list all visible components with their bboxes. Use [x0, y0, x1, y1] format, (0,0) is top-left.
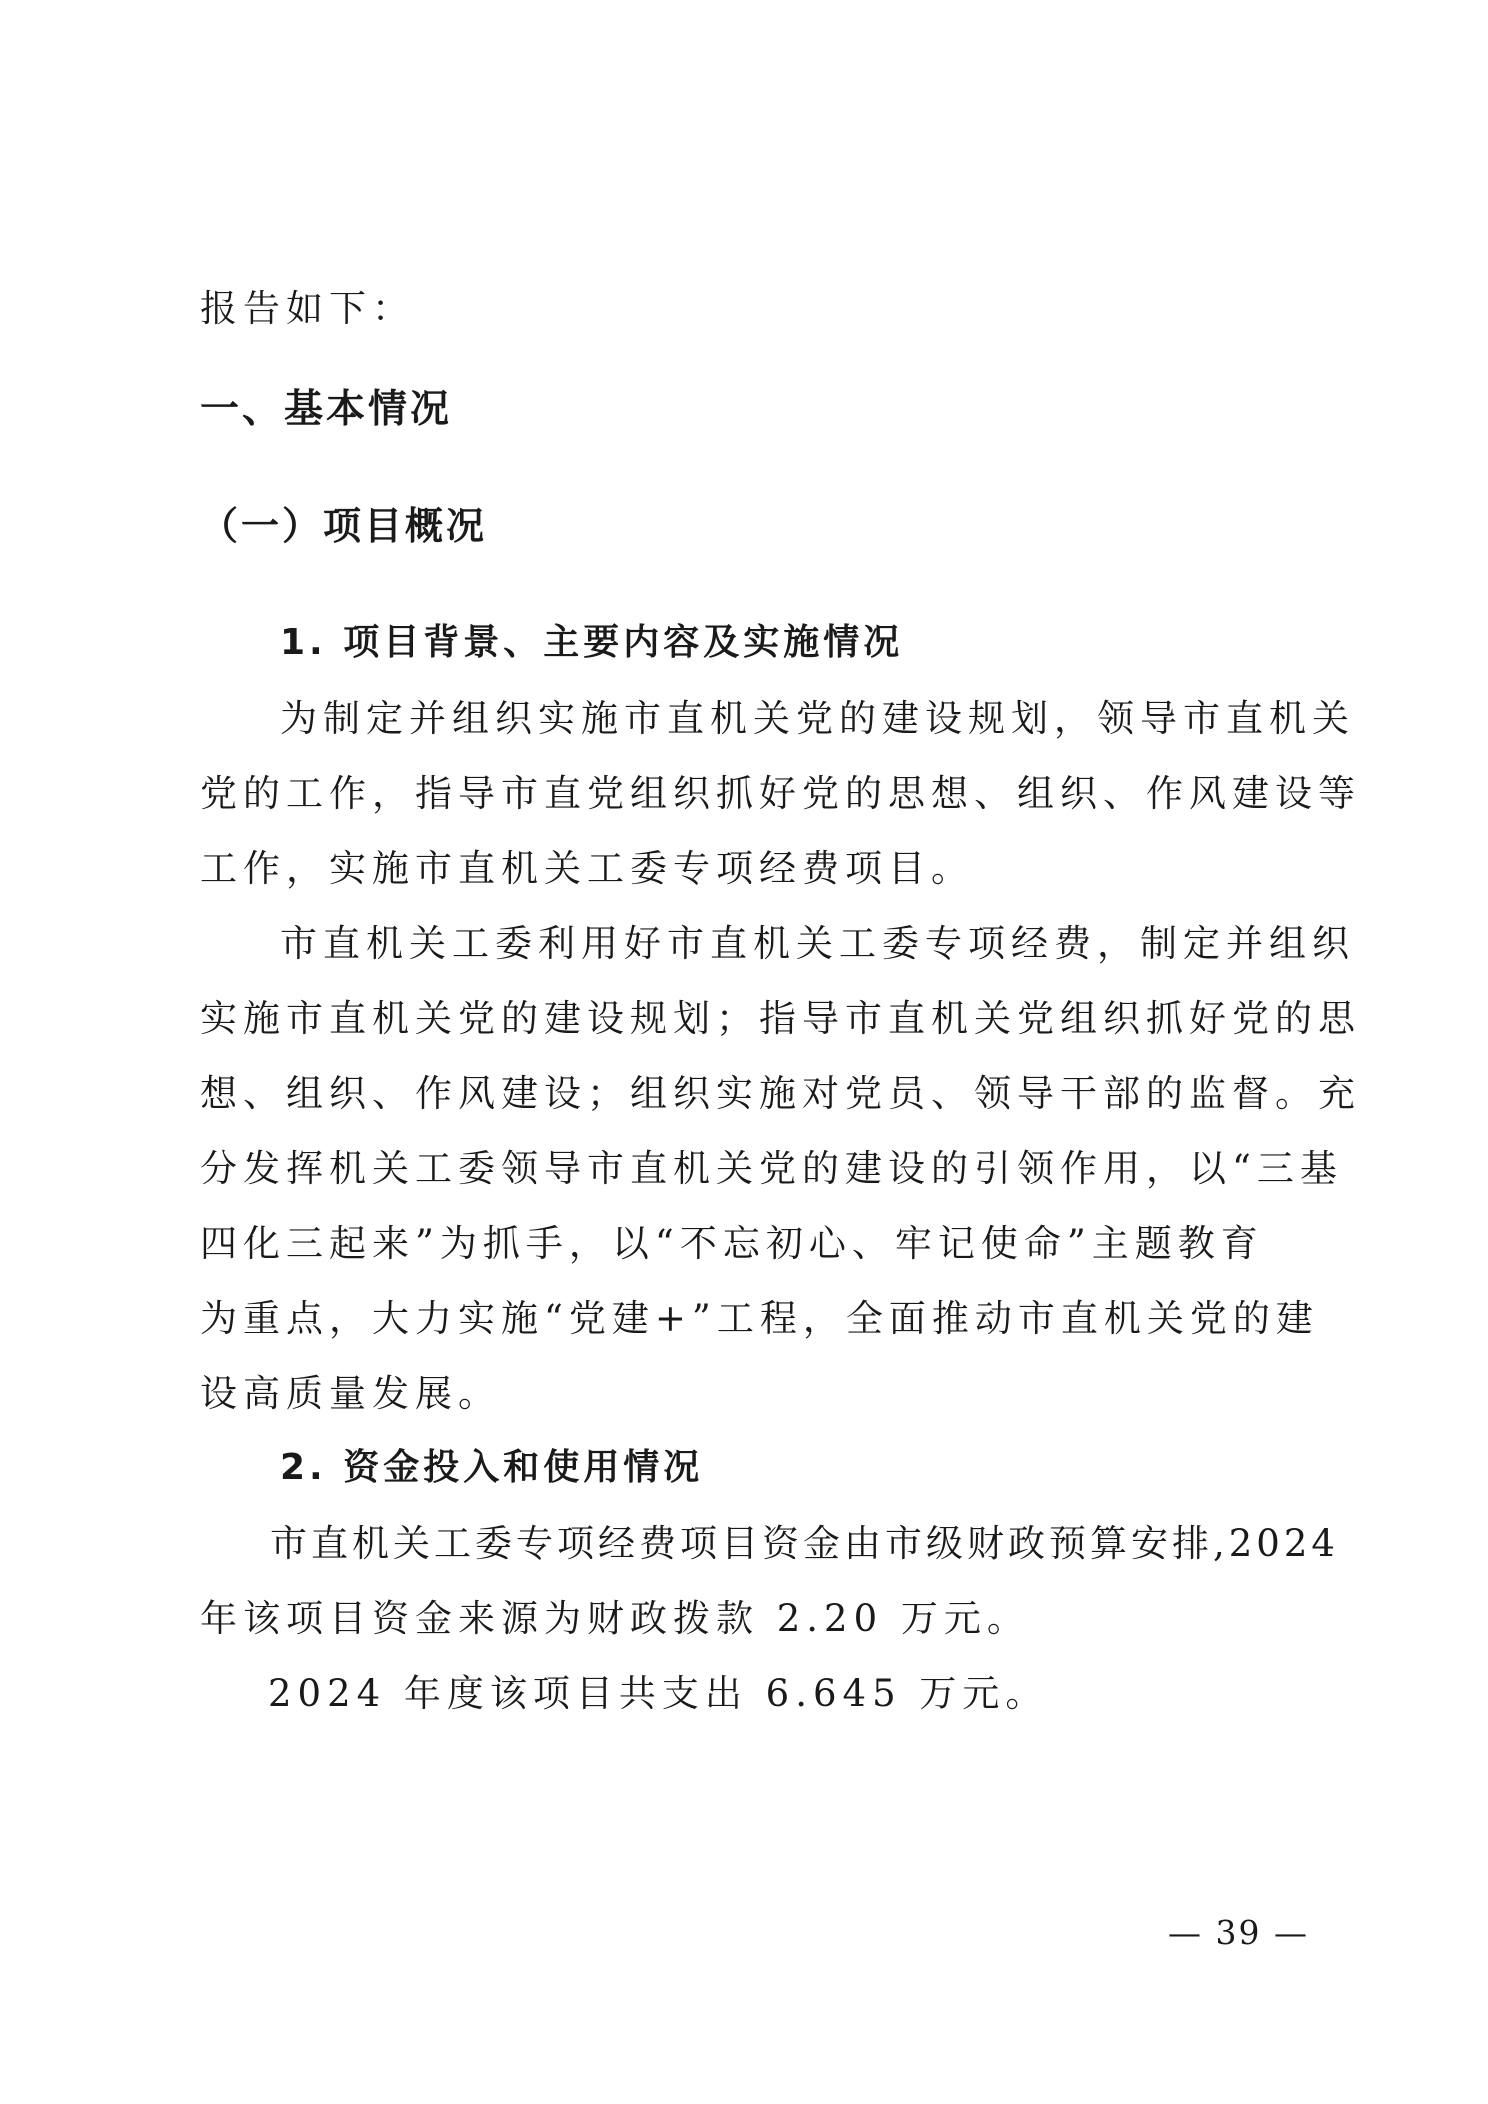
intro-text: 报告如下：	[200, 287, 415, 330]
paragraph-line: 设高质量发展。	[200, 1372, 501, 1415]
item-heading-funding: 2. 资金投入和使用情况	[280, 1447, 704, 1488]
paragraph-line: 2024 年度该项目共支出 6.645 万元。	[268, 1672, 1049, 1715]
paragraph-line: 四化三起来”为抓手，以“不忘初心、牢记使命”主题教育	[200, 1222, 1264, 1265]
paragraph-line: 实施市直机关党的建设规划；指导市直机关党组织抓好党的思	[200, 997, 1361, 1040]
section-heading-basic-info: 一、基本情况	[200, 387, 453, 432]
paragraph-line: 为重点，大力实施“党建+”工程，全面推动市直机关党的建	[200, 1297, 1319, 1340]
page-number: — 39 —	[1168, 1913, 1309, 1952]
paragraph-line: 市直机关工委利用好市直机关工委专项经费，制定并组织	[280, 922, 1355, 965]
paragraph-line: 为制定并组织实施市直机关党的建设规划，领导市直机关	[280, 697, 1355, 740]
paragraph-line: 工作，实施市直机关工委专项经费项目。	[200, 847, 974, 890]
paragraph-line: 党的工作，指导市直党组织抓好党的思想、组织、作风建设等	[200, 772, 1361, 815]
paragraph-line: 年该项目资金来源为财政拨款 2.20 万元。	[200, 1597, 1030, 1640]
subsection-heading-project-overview: （一）项目概况	[200, 504, 488, 548]
paragraph-line: 市直机关工委专项经费项目资金由市级财政预算安排,2024	[270, 1522, 1339, 1565]
paragraph-line: 分发挥机关工委领导市直机关党的建设的引领作用，以“三基	[200, 1147, 1343, 1190]
paragraph-line: 想、组织、作风建设；组织实施对党员、领导干部的监督。充	[200, 1072, 1361, 1115]
item-heading-project-background: 1. 项目背景、主要内容及实施情况	[280, 622, 904, 663]
